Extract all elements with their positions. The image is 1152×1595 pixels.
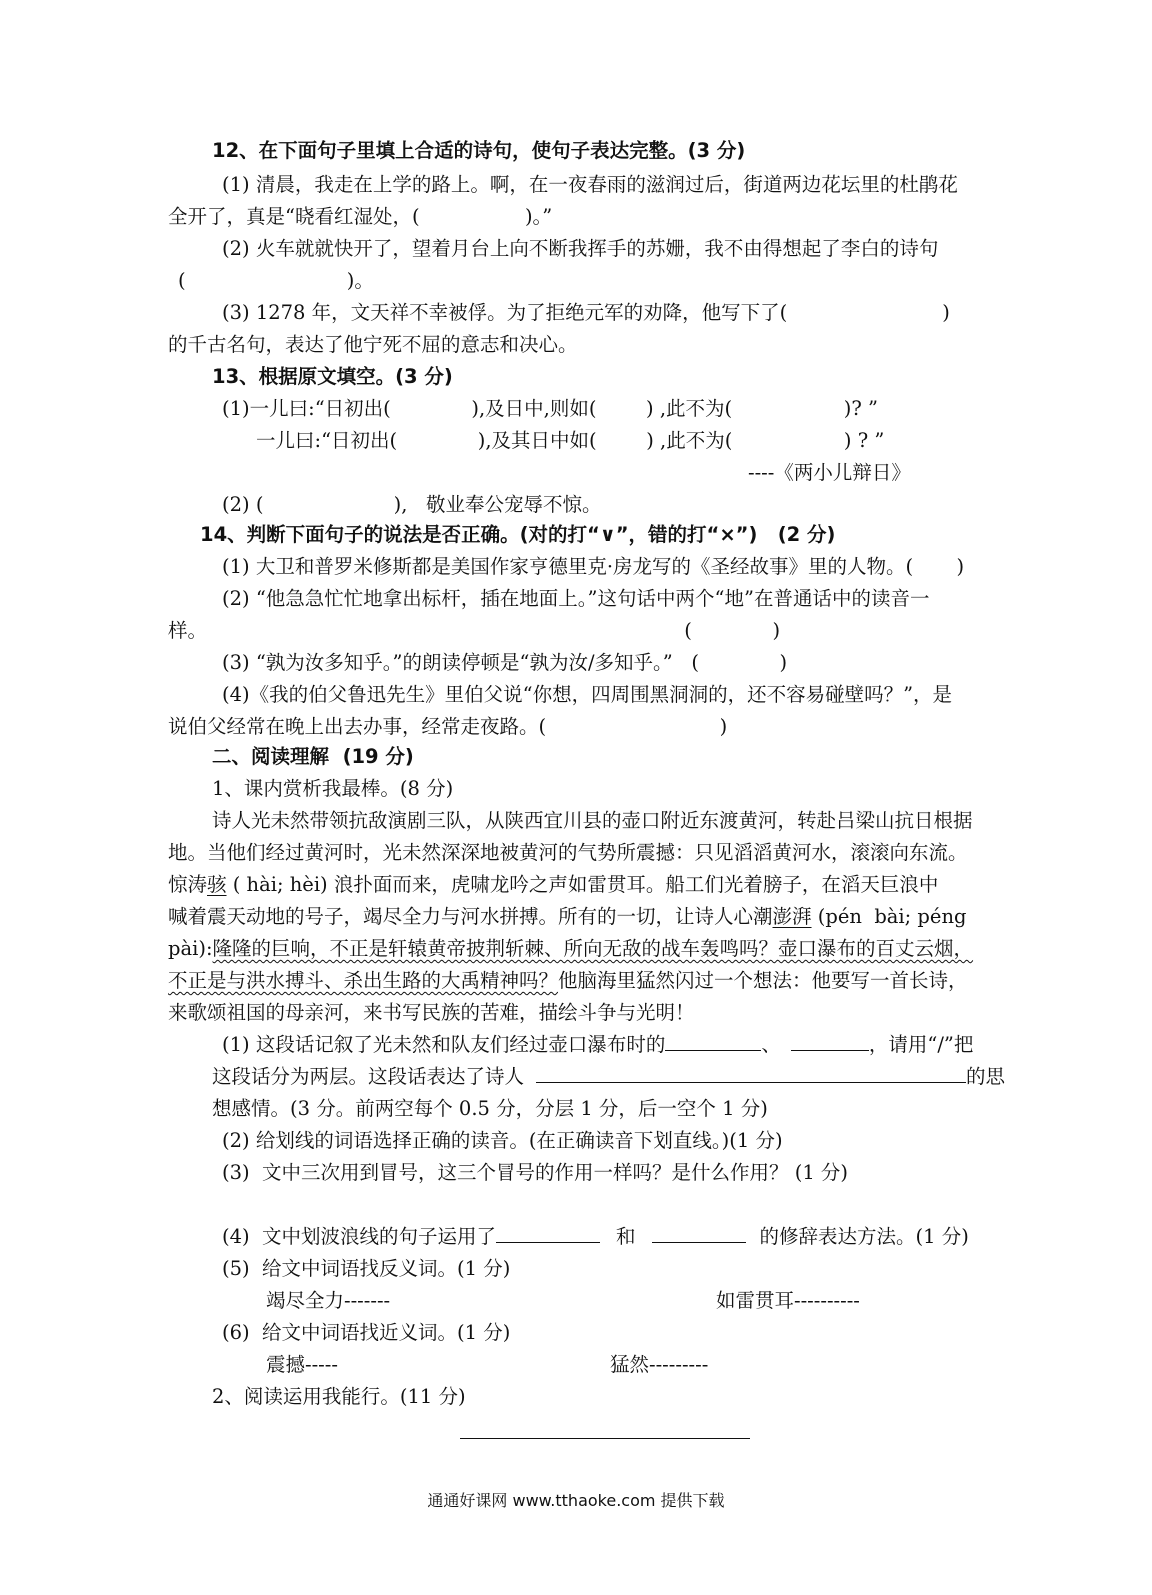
passage-line7: 来歌颂祖国的母亲河，来书写民族的苦难，描绘斗争与光明！ — [168, 1001, 695, 1024]
q12-item2-line2: ( )。 — [178, 269, 374, 292]
passage-line4 — [168, 902, 967, 932]
question-text: 这段话分为两层。这段话表达了诗人 — [212, 1065, 525, 1088]
question-text: (4) 文中划波浪线的句子运用了 — [222, 1225, 497, 1248]
q12-item3-line2: 的千古名句，表达了他宁死不屈的意志和决心。 — [168, 333, 578, 356]
footer-text: 通通好课网 www.tthaoke.com 提供下载 — [427, 1491, 725, 1510]
question-6: (6) 给文中词语找近义词。(1 分) — [222, 1321, 511, 1344]
question-5: (5) 给文中词语找反义词。(1 分) — [222, 1257, 511, 1280]
question-3: (3) 文中三次用到冒号，这三个冒号的作用一样吗？是什么作用？ (1 分) — [222, 1161, 849, 1184]
q12-item3-line1: (3) 1278 年，文天祥不幸被俘。为了拒绝元军的劝降，他写下了( ) — [222, 301, 950, 324]
part2-section1-title: 1、课内赏析我最棒。(8 分) — [212, 777, 454, 800]
q13-line1: (1)一儿曰:“日初出( ),及日中,则如( ) ,此不为( )? ” — [222, 397, 878, 420]
question-text: 的思 — [966, 1065, 1006, 1088]
q12-item1-line2: 全开了，真是“晓看红湿处，( )。” — [168, 205, 553, 228]
q14-item4-line1: (4)《我的伯父鲁迅先生》里伯父说“你想，四周围黑洞洞的，还不容易碰壁吗？”，是 — [222, 683, 953, 706]
passage-text: 惊涛 — [168, 873, 208, 896]
question-1-line1 — [222, 1030, 973, 1060]
q12-item1-line1: (1) 清晨，我走在上学的路上。啊，在一夜春雨的滋润过后，街道两边花坛里的杜鹃花 — [222, 173, 958, 196]
q12-item2-line1: (2) 火车就就快开了，望着月台上向不断我挥手的苏姗，我不由得想起了李白的诗句 — [222, 237, 939, 260]
question-text: 和 — [616, 1225, 636, 1248]
question-text: 、 — [761, 1033, 781, 1056]
passage-line5 — [168, 934, 973, 964]
passage-text: (pén bài; péng — [811, 905, 967, 928]
q14-item1: (1) 大卫和普罗米修斯都是美国作家亨德里克·房龙写的《圣经故事》里的人物。( ) — [222, 555, 965, 578]
passage-text: pài): — [168, 937, 213, 960]
question-4 — [222, 1222, 969, 1252]
antonym-2: 如雷贯耳---------- — [716, 1289, 860, 1312]
question-2: (2) 给划线的词语选择正确的读音。(在正确读音下划直线。)(1 分) — [222, 1129, 783, 1152]
passage-text: ( hài; hèi) 浪扑面而来，虎啸龙吟之声如雷贯耳。船工们光着膀子，在滔天巨浪中 — [226, 873, 939, 896]
q14-item4-line2: 说伯父经常在晚上出去办事，经常走夜路。( ) — [168, 715, 728, 738]
q12-title: 12、在下面句子里填上合适的诗句，使句子表达完整。(3 分) — [212, 139, 746, 162]
passage-line6 — [168, 966, 968, 996]
q14-item2-line1: (2) “他急急忙忙地拿出标杆，插在地面上。”这句话中两个“地”在普通话中的读音一 — [222, 587, 930, 610]
synonym-2: 猛然--------- — [610, 1353, 709, 1376]
answer-blank-4[interactable] — [496, 1222, 600, 1243]
antonym-1: 竭尽全力------- — [266, 1289, 391, 1312]
passage-line1: 诗人光未然带领抗敌演剧三队，从陕西宜川县的壶口附近东渡黄河，转赴吕梁山抗日根据 — [212, 809, 973, 832]
passage-text: 喊着震天动地的号子，竭尽全力与河水拼搏。所有的一切，让诗人心潮 — [168, 905, 773, 928]
underlined-word-hai: 骇 — [207, 873, 227, 896]
question-text: ，请用“/”把 — [868, 1033, 974, 1056]
answer-blank-3[interactable] — [536, 1062, 966, 1083]
q13-source: ----《两小儿辩日》 — [748, 461, 911, 484]
wavy-sentence-2: 不正是与洪水搏斗、杀出生路的大禹精神吗？ — [168, 969, 559, 992]
q14-item3: (3) “孰为汝多知乎。”的朗读停顿是“孰为汝/多知乎。” ( ) — [222, 651, 788, 674]
footer-divider — [460, 1438, 750, 1439]
passage-line3 — [168, 870, 938, 900]
wavy-sentence-1: 隆隆的巨响，不正是轩辕黄帝披荆斩棘、所向无敌的战车轰鸣吗？壶口瀑布的百丈云烟， — [212, 937, 974, 960]
synonym-1: 震撼----- — [266, 1353, 338, 1376]
answer-blank-5[interactable] — [652, 1222, 746, 1243]
question-1-line3: 想感情。(3 分。前两空每个 0.5 分，分层 1 分，后一空个 1 分) — [212, 1097, 768, 1120]
q14-item2-line2: 样。 ( ) — [168, 619, 781, 642]
question-1-line2 — [212, 1062, 1005, 1092]
q13-line2: 一儿曰:“日初出( ),及其日中如( ) ,此不为( ) ? ” — [256, 429, 885, 452]
part2-title: 二、阅读理解 (19 分) — [212, 745, 414, 768]
q13-title: 13、根据原文填空。(3 分) — [212, 365, 453, 388]
answer-blank-2[interactable] — [791, 1030, 869, 1051]
passage-text: 他脑海里猛然闪过一个想法：他要写一首长诗， — [558, 969, 968, 992]
question-text: (1) 这段话记叙了光未然和队友们经过壶口瀑布时的 — [222, 1033, 666, 1056]
q13-line3: (2) ( ), 敬业奉公宠辱不惊。 — [222, 493, 602, 516]
q14-title: 14、判断下面句子的说法是否正确。(对的打“∨”，错的打“×”) (2 分) — [200, 523, 836, 546]
underlined-word-pengpai: 澎湃 — [772, 905, 812, 928]
question-text: 的修辞表达方法。(1 分) — [759, 1225, 969, 1248]
passage-line2: 地。当他们经过黄河时，光未然深深地被黄河的气势所震撼：只见滔滔黄河水，滚滚向东流。 — [168, 841, 968, 864]
answer-blank-1[interactable] — [665, 1030, 761, 1051]
part2-section2-title: 2、阅读运用我能行。(11 分) — [212, 1385, 466, 1408]
